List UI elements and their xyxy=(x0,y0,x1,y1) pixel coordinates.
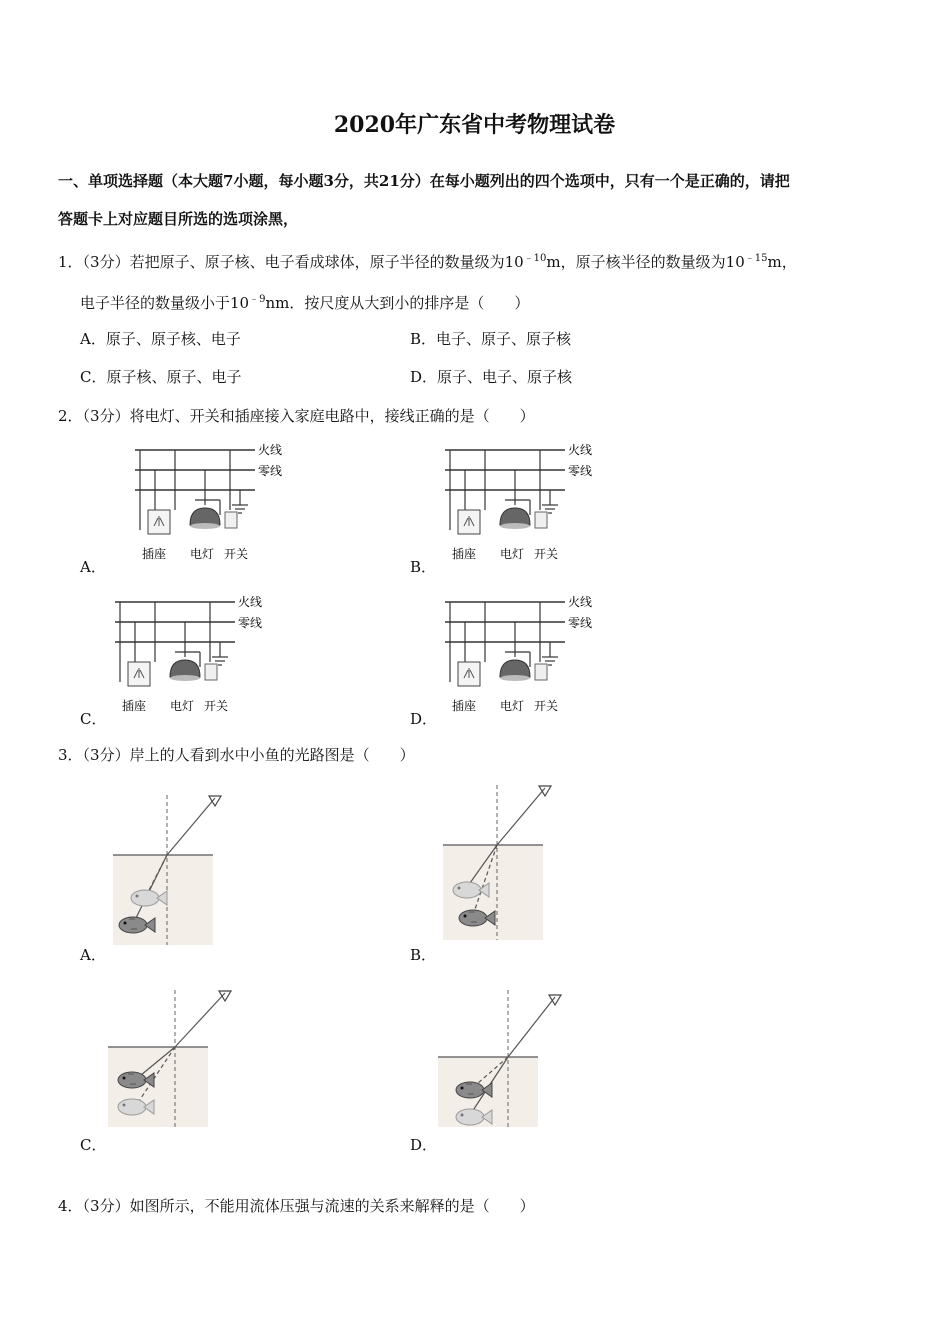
q1-option-d[interactable]: D．原子、电子、原子核 xyxy=(410,368,573,386)
switch-label: 开关 xyxy=(534,547,559,561)
lamp-label: 电灯 xyxy=(170,699,195,713)
q3-label-d[interactable]: D． xyxy=(410,1136,438,1154)
q2-label-c[interactable]: C． xyxy=(80,710,107,728)
socket-label: 插座 xyxy=(122,699,147,713)
lamp-label: 电灯 xyxy=(190,547,215,561)
neutral-wire-label: 零线 xyxy=(568,464,593,478)
neutral-wire-label: 零线 xyxy=(568,616,593,630)
q1-option-b[interactable]: B．电子、原子、原子核 xyxy=(410,330,572,348)
socket-label: 插座 xyxy=(452,699,477,713)
q2-label-d[interactable]: D． xyxy=(410,710,438,728)
q3-diagram-b xyxy=(435,780,565,954)
q2-label-b[interactable]: B． xyxy=(410,558,437,576)
switch-label: 开关 xyxy=(224,547,249,561)
q3-label-b[interactable]: B． xyxy=(410,946,437,964)
page-title: 2020年广东省中考物理试卷 xyxy=(333,112,616,138)
q3-label-c[interactable]: C． xyxy=(80,1136,107,1154)
q3-diagram-d xyxy=(430,985,570,1139)
section-heading-line2: 答题卡上对应题目所选的选项涂黑， xyxy=(58,210,299,228)
live-wire-label: 火线 xyxy=(238,595,263,609)
question-4-stem: 4．（3分）如图所示，不能用流体压强与流速的关系来解释的是（ ） xyxy=(58,1197,535,1215)
q2-diagram-c xyxy=(90,592,270,726)
q2-diagram-d xyxy=(420,592,600,726)
live-wire-label: 火线 xyxy=(258,443,283,457)
neutral-wire-label: 零线 xyxy=(258,464,283,478)
lamp-label: 电灯 xyxy=(500,699,525,713)
q2-diagram-a xyxy=(110,440,290,574)
section-heading-line1: 一、单项选择题（本大题7小题，每小题3分，共21分）在每小题列出的四个选项中，只有一个是正确的，请把 xyxy=(58,172,790,190)
socket-label: 插座 xyxy=(142,547,167,561)
question-3-stem: 3．（3分）岸上的人看到水中小鱼的光路图是（ ） xyxy=(58,746,415,764)
switch-label: 开关 xyxy=(204,699,229,713)
live-wire-label: 火线 xyxy=(568,443,593,457)
q3-diagram-a xyxy=(105,780,235,954)
lamp-label: 电灯 xyxy=(500,547,525,561)
q1-option-c[interactable]: C．原子核、原子、电子 xyxy=(80,368,242,386)
q2-label-a[interactable]: A． xyxy=(80,558,106,576)
section-heading xyxy=(58,162,898,238)
switch-label: 开关 xyxy=(534,699,559,713)
question-1-stem-line2: 电子半径的数量级小于$10^{﹣9}nm$．按尺度从大到小的排序是（ ） xyxy=(80,294,530,312)
neutral-wire-label: 零线 xyxy=(238,616,263,630)
question-1-stem: 1．（3分）若把原子、原子核、电子看成球体，原子半径的数量级为$10^{﹣10}m$，原子核半径的数量级为$10^{﹣15}m$， xyxy=(58,253,797,271)
question-2-stem: 2．（3分）将电灯、开关和插座接入家庭电路中，接线正确的是（ ） xyxy=(58,407,535,425)
live-wire-label: 火线 xyxy=(568,595,593,609)
socket-label: 插座 xyxy=(452,547,477,561)
q3-label-a[interactable]: A． xyxy=(80,946,106,964)
q2-diagram-b xyxy=(420,440,600,574)
q3-diagram-c xyxy=(100,985,240,1139)
q1-option-a[interactable]: A．原子、原子核、电子 xyxy=(80,330,241,348)
